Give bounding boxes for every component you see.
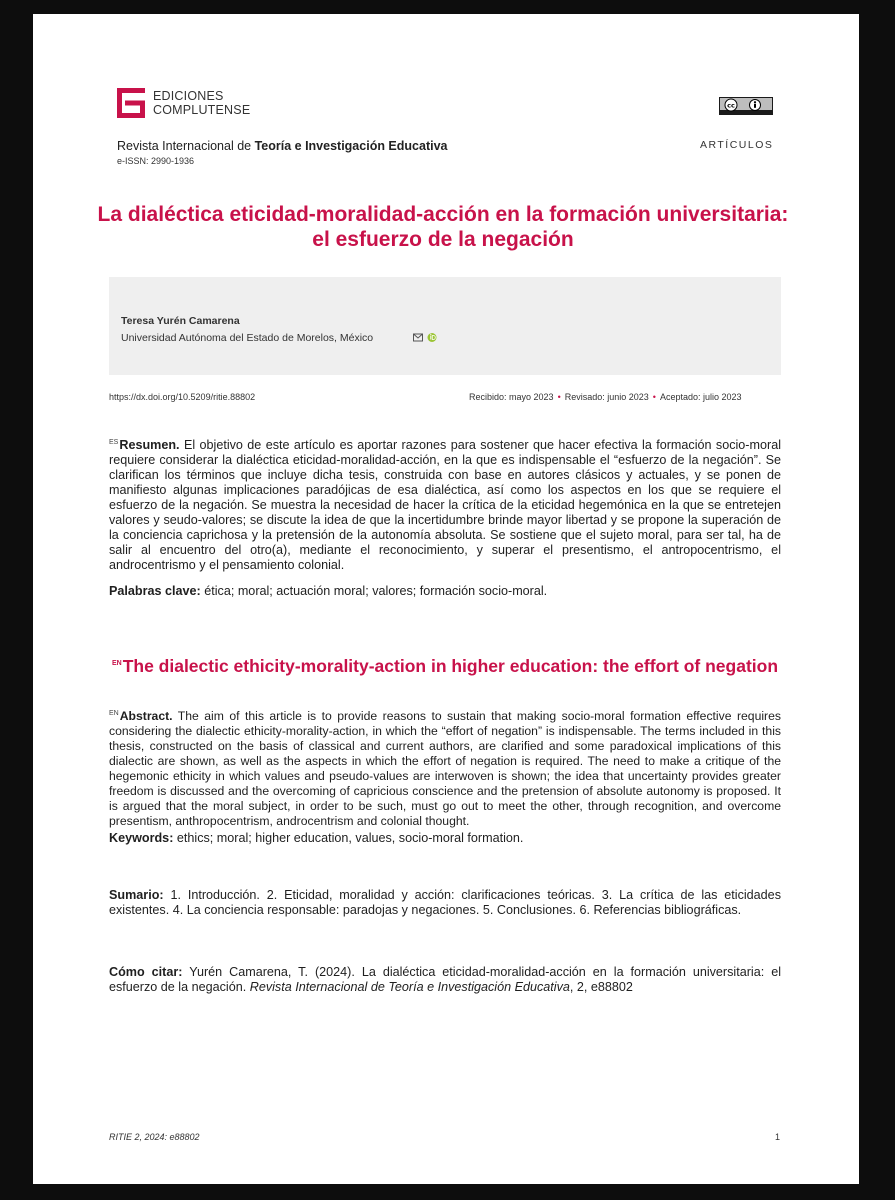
keywords-en-text: ethics; moral; higher education, values, socio-moral formation. <box>176 831 524 845</box>
sumario-label: Sumario: <box>109 888 164 902</box>
article-title: La dialéctica eticidad-moralidad-acción en la formación universitaria: el esfuerzo de la negación <box>97 203 789 251</box>
article-page <box>33 14 859 1184</box>
creative-commons-license-icon[interactable] <box>719 97 773 115</box>
orcid-icon[interactable] <box>428 333 437 342</box>
publisher-line-2: COMPLUTENSE <box>153 103 251 117</box>
lang-tag-es: ES <box>109 439 119 446</box>
section-label: ARTÍCULOS <box>700 139 774 151</box>
journal-name-regular: Revista Internacional de <box>117 139 255 153</box>
abstract-en <box>109 706 781 829</box>
abstract-en-label: Abstract. <box>119 709 173 724</box>
english-title-text: The dialectic ethicity-morality-action in higher education: the effort of negation <box>122 655 779 676</box>
publisher-name <box>153 89 250 117</box>
ediciones-complutense-logo-icon <box>117 88 145 118</box>
abstract-es <box>109 435 781 573</box>
separator-dot-icon: • <box>557 392 561 402</box>
email-icon[interactable] <box>414 334 423 341</box>
keywords-es-text: ética; moral; actuación moral; valores; formación socio-moral. <box>204 584 548 598</box>
keywords-es-label: Palabras clave: <box>109 584 201 598</box>
citation-rest: , 2, e88802 <box>569 980 633 994</box>
lang-tag-en-title: EN <box>111 660 122 667</box>
sumario <box>109 888 781 918</box>
issn: e-ISSN: 2990-1936 <box>117 156 195 166</box>
english-title <box>109 653 781 677</box>
journal-name-bold: Teoría e Investigación Educativa <box>254 139 448 153</box>
publication-dates <box>469 392 742 402</box>
accepted-date: Aceptado: julio 2023 <box>659 392 742 402</box>
citation-label: Cómo citar: <box>109 965 183 979</box>
lang-tag-en: EN <box>109 710 119 717</box>
author-affiliation: Universidad Autónoma del Estado de Morelos, México <box>121 332 374 344</box>
author-name: Teresa Yurén Camarena <box>121 315 240 327</box>
separator-dot-icon: • <box>652 392 656 402</box>
keywords-en <box>109 831 781 846</box>
abstract-es-text: El objetivo de este artículo es aportar razones para sostener que hacer efectiva la formación socio-moral requiere considerar la dialéctica eticidad-moralidad-acción, en la que es indispensable el “esfuerzo de la negación”. Se clarifican los términos que incluye dicha tesis, construida con base en autores clásicos y actuales, y se ponen de manifiesto algunas implicaciones paradójicas de esa dialéctica, así como los aspectos en los que se requiere el esfuerzo de la negación. Se muestra la necesidad de hacer la crítica de la eticidad hegemónica en la que se entretejen valores y seudo-valores; se discute la idea de que la incertidumbre brinde mayor libertad y se propone la superación de la conciencia caprichosa y la pretensión de la autonomía absoluta. Se sostiene que el sujeto moral, para ser tal, ha de salir al encuentro del otro(a), mediante el reconocimiento, y superar el presentismo, el antropocentrismo, el androcentrismo y el pensamiento colonial. <box>109 438 781 573</box>
abstract-en-text: The aim of this article is to provide reasons to sustain that making socio-moral formation effective requires considering the dialectic ethicity-morality-action, in which the “effort of negation” is indispensable. The terms included in this thesis, constructed on the basis of classical and current authors, are clarified and some paradoxical implications of this dialectic are shown, as well as the aspects in which the effort of negation is required. The need to make a critique of the hegemonic ethicity in which values and pseudo-values are interwoven is shown; the idea that uncertainty provides greater freedom is discussed and the overcoming of capricious conscience and the pretension of absolute autonomy is proposed. It is argued that the moral subject, in order to be such, must go out to meet the other, through recognition, and overcome presentism, anthropocentrism, androcentrism and colonial thought. <box>109 709 781 829</box>
revised-date: Revisado: junio 2023 <box>564 392 649 402</box>
author-box <box>109 277 781 375</box>
received-date: Recibido: mayo 2023 <box>469 392 554 402</box>
journal-name <box>117 139 447 153</box>
publisher-logo[interactable] <box>117 88 317 128</box>
doi-link[interactable]: https://dx.doi.org/10.5209/ritie.88802 <box>109 392 256 402</box>
citation <box>109 965 781 995</box>
abstract-es-label: Resumen. <box>119 438 180 453</box>
publisher-line-1: EDICIONES <box>153 89 224 103</box>
citation-journal: Revista Internacional de Teoría e Investigación Educativa <box>249 980 570 994</box>
sumario-text: 1. Introducción. 2. Eticidad, moralidad y acción: clarificaciones teóricas. 3. La crítica de las eticidades existentes. 4. La conciencia responsable: paradojas y negaciones. 5. Conclusiones. 6. Referencias bibliográficas. <box>109 888 781 917</box>
author-contact-icons <box>413 332 437 344</box>
svg-text:cc: cc <box>727 101 735 110</box>
keywords-en-label: Keywords: <box>109 831 174 845</box>
footer-citation: RITIE 2, 2024: e88802 <box>109 1132 200 1142</box>
citation-text: Yurén Camarena, T. (2024). La dialéctica eticidad-moralidad-acción en la formación universitaria: el esfuerzo de la negación. <box>109 965 782 994</box>
keywords-es <box>109 584 781 599</box>
page-number: 1 <box>775 1132 781 1142</box>
